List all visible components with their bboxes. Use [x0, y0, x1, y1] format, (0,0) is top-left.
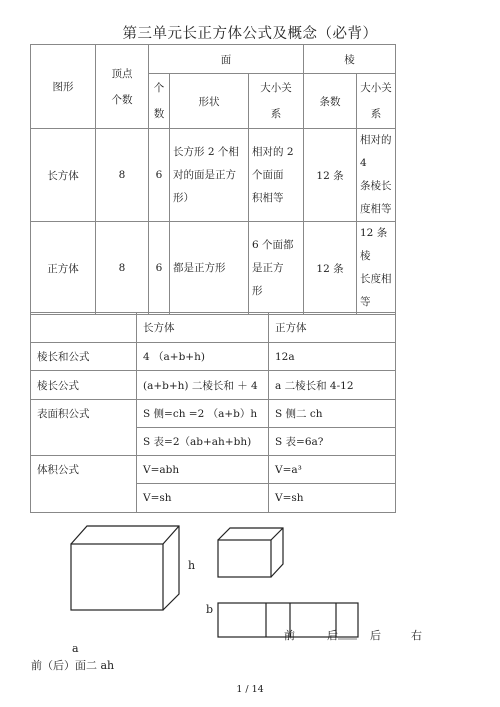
- label-h: h: [188, 559, 196, 572]
- header-face-count: 个 数: [149, 74, 170, 129]
- cell-face-count: 6: [149, 129, 170, 222]
- cell-face-relation: 6 个面都 是正方 形: [249, 222, 304, 315]
- cell-edge-relation: 相对的 4 条棱长 度相等: [357, 129, 396, 222]
- page-number: 1 / 14: [236, 684, 264, 695]
- cell: 正方体: [269, 313, 396, 343]
- header-shape: 图形: [31, 45, 96, 129]
- cell: S 表=6a?: [269, 428, 396, 456]
- cell: a 二棱长和 4-12: [269, 371, 396, 400]
- label-front: 前: [284, 629, 295, 642]
- label-a: a: [72, 642, 79, 655]
- cell-edge-count: 12 条: [304, 129, 357, 222]
- cell-vertices: 8: [96, 222, 149, 315]
- large-cuboid: [71, 526, 179, 610]
- cell-shape: 正方体: [31, 222, 96, 315]
- cell: S 侧二 ch: [269, 400, 396, 428]
- label-back-2: 后: [370, 629, 381, 642]
- cell: 棱长公式: [31, 371, 137, 400]
- header-edge-relation: 大小关 系: [357, 74, 396, 129]
- cell: 棱长和公式: [31, 343, 137, 371]
- cell: S 表=2（ab+ah+bh): [137, 428, 269, 456]
- cell-edge-relation: 12 条棱 长度相 等: [357, 222, 396, 315]
- label-right: 右: [411, 629, 422, 642]
- header-vertices: 顶点 个数: [96, 45, 149, 129]
- cell: (a+b+h) 二棱长和 ＋ 4: [137, 371, 269, 400]
- cell-edge-count: 12 条: [304, 222, 357, 315]
- small-cube: [218, 528, 283, 577]
- cell: S 侧=ch =2 （a+b）h: [137, 400, 269, 428]
- header-face-relation: 大小关 系: [249, 74, 304, 129]
- cell-face-shape: 都是正方形: [170, 222, 249, 315]
- cell: V=abh: [137, 456, 269, 484]
- page-title: 第三单元长正方体公式及概念（必背）: [122, 26, 378, 42]
- cell-face-relation: 相对的 2 个面面 积相等: [249, 129, 304, 222]
- header-edges: 棱: [304, 45, 396, 74]
- header-faces: 面: [149, 45, 304, 74]
- label-b: b: [206, 603, 214, 616]
- figure-caption: 前（后）面二 ah: [31, 659, 115, 672]
- cell-face-count: 6: [149, 222, 170, 315]
- header-face-shape: 形状: [170, 74, 249, 129]
- cell-shape: 长方体: [31, 129, 96, 222]
- cell-vertices: 8: [96, 129, 149, 222]
- cell: V=a³: [269, 456, 396, 484]
- cell-face-shape: 长方形 2 个相 对的面是正方 形）: [170, 129, 249, 222]
- label-back-1: 后: [327, 629, 338, 642]
- cell: V=sh: [137, 484, 269, 513]
- cell: 体积公式: [31, 456, 137, 484]
- cell: 4 （a+b+h): [137, 343, 269, 371]
- cell: 长方体: [137, 313, 269, 343]
- cell: 12a: [269, 343, 396, 371]
- header-edge-count: 条数: [304, 74, 357, 129]
- cell: V=sh: [269, 484, 396, 513]
- cell: 表面积公式: [31, 400, 137, 428]
